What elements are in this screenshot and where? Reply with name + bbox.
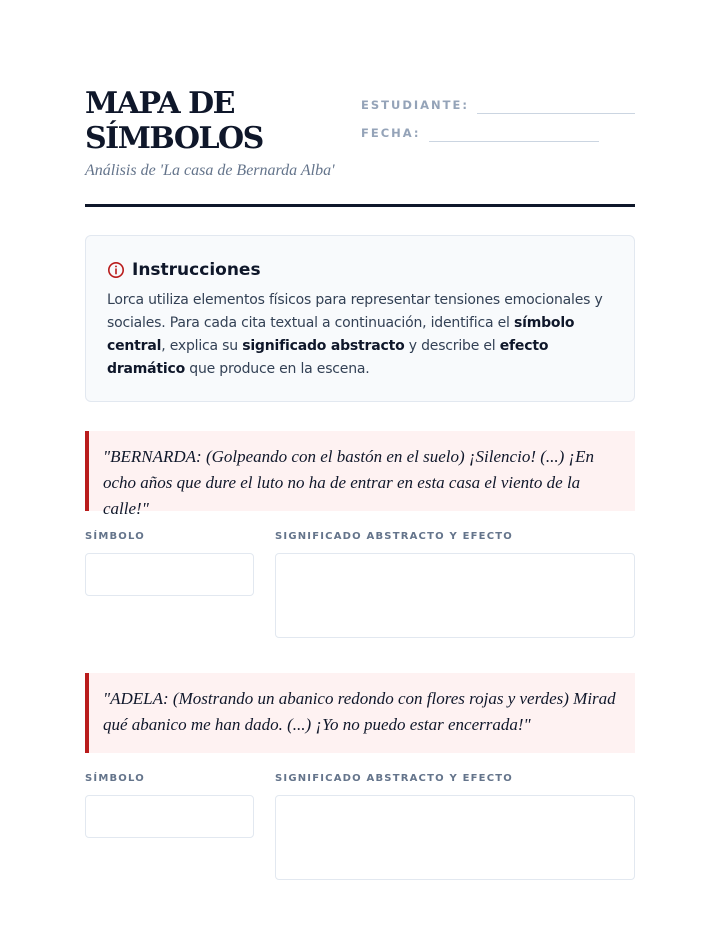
symbol-label: SÍMBOLO <box>85 773 145 784</box>
instructions-text-4: que produce en la escena. <box>185 361 370 377</box>
symbol-answer-box[interactable] <box>85 553 254 596</box>
page-subtitle: Análisis de 'La casa de Bernarda Alba' <box>85 162 335 179</box>
info-circle-icon <box>107 261 125 279</box>
instructions-bold-effect: efecto dramático <box>107 338 549 377</box>
date-field[interactable] <box>429 122 599 142</box>
quote-block: "ADELA: (Mostrando un abanico redondo con flores rojas y verdes) Mirad qué abanico me han dado. (...) ¡Yo no puedo estar encerrada!" <box>85 673 635 753</box>
instructions-heading <box>107 258 613 282</box>
student-row <box>361 86 635 114</box>
symbol-label: SÍMBOLO <box>85 531 145 542</box>
instructions-text-2: , explica su <box>161 338 243 354</box>
symbol-answer-box[interactable] <box>85 795 254 838</box>
date-label: FECHA: <box>361 126 421 140</box>
student-label: ESTUDIANTE: <box>361 98 469 112</box>
instructions-bold-symbol: símbolo central <box>107 315 575 354</box>
worksheet-page <box>85 0 635 932</box>
meaning-answer-box[interactable] <box>275 795 635 880</box>
meaning-label: SIGNIFICADO ABSTRACTO Y EFECTO <box>275 531 513 542</box>
student-name-field[interactable] <box>477 94 635 114</box>
meaning-label: SIGNIFICADO ABSTRACTO Y EFECTO <box>275 773 513 784</box>
instructions-bold-meaning: significado abstracto <box>242 338 405 354</box>
title-line-1: MAPA DE <box>85 86 234 121</box>
meaning-answer-box[interactable] <box>275 553 635 638</box>
instructions-title: Instrucciones <box>132 260 261 280</box>
instructions-panel <box>85 235 635 402</box>
header <box>85 86 635 206</box>
page-title <box>85 86 325 156</box>
title-line-2: SÍMBOLOS <box>85 121 263 156</box>
quote-block: "BERNARDA: (Golpeando con el bastón en el suelo) ¡Silencio! (...) ¡En ocho años que dure el luto no ha de entrar en esta casa el viento de la calle!" <box>85 431 635 511</box>
date-row <box>361 114 635 142</box>
instructions-text-1: Lorca utiliza elementos físicos para representar tensiones emocionales y sociales. Para cada cita textual a continuación, identifica el <box>107 292 603 331</box>
student-meta <box>361 86 635 142</box>
header-divider <box>85 204 635 207</box>
instructions-text <box>107 289 613 381</box>
instructions-text-3: y describe el <box>404 338 500 354</box>
